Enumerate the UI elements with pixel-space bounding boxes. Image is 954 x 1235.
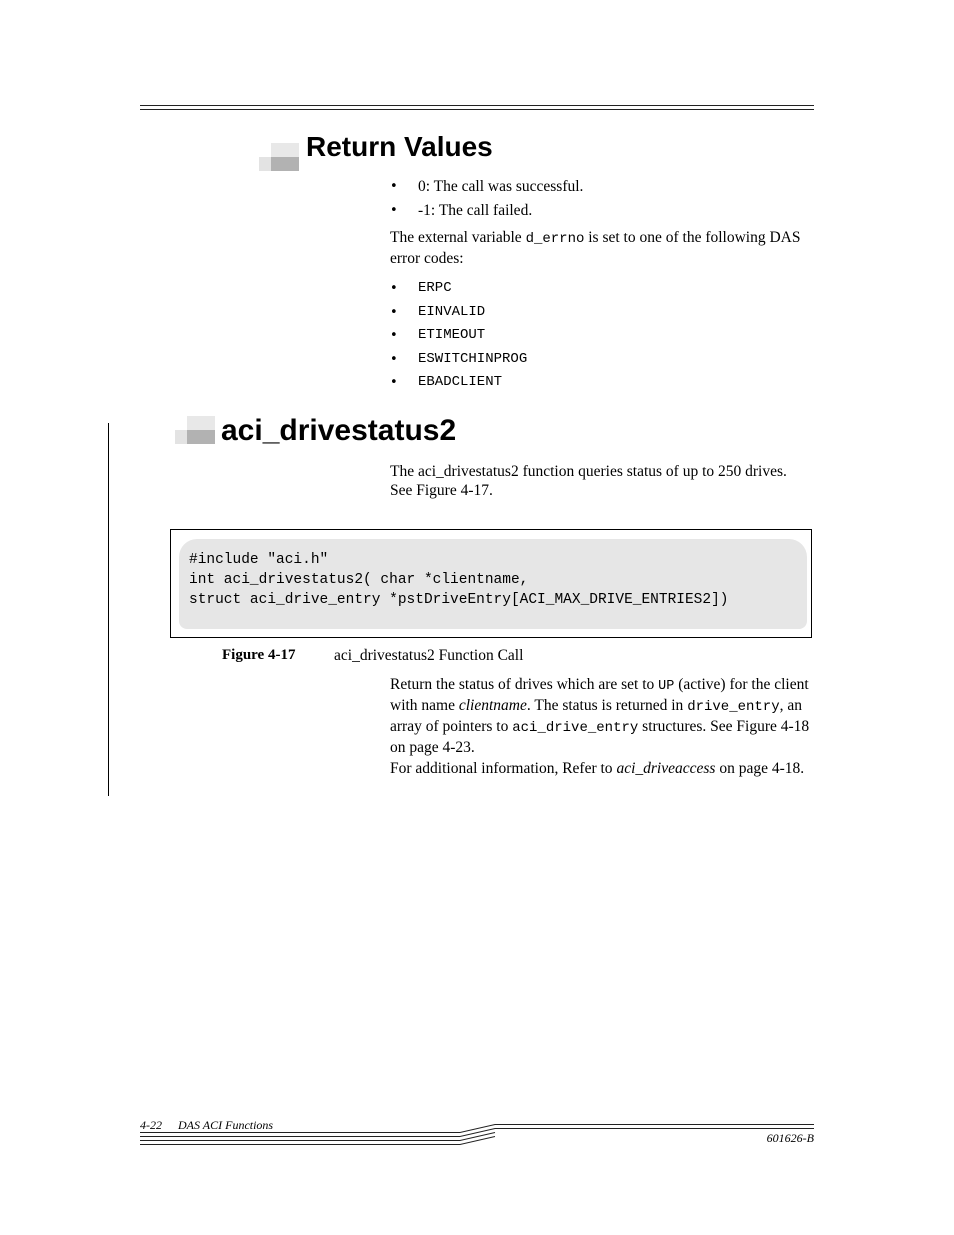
errno-variable: d_errno — [525, 231, 585, 247]
footer-page-info — [140, 1118, 273, 1133]
code-line: int aci_drivestatus2( char *clientname, — [189, 572, 529, 588]
heading-marker-icon — [259, 143, 299, 171]
section-heading-function: aci_drivestatus2 — [221, 414, 457, 447]
list-item: • ERPC — [390, 279, 527, 303]
code-line: #include "aci.h" — [189, 552, 329, 568]
figure-label: Figure 4-17 — [222, 647, 296, 663]
page-number: 4-22 — [140, 1118, 162, 1132]
function-description: Return the status of drives which are set to UP (active) for the client with name clientname. The status is returned in drive_entry, an array of pointers to aci_drive_entry structures. See Figure 4-18 on page 4-23. — [390, 676, 810, 756]
list-item: • EBADCLIENT — [390, 373, 527, 397]
heading-marker-icon — [175, 416, 215, 444]
code-figure — [170, 529, 812, 638]
header-rule — [140, 109, 814, 110]
inline-italic: clientname — [458, 697, 527, 714]
header-rule — [140, 105, 814, 106]
function-intro: The aci_drivestatus2 function queries status of up to 250 drives. See Figure 4-17. — [390, 463, 787, 499]
inline-code: drive_entry — [687, 699, 780, 715]
footer-section: DAS ACI Functions — [178, 1118, 274, 1132]
return-value-list — [390, 177, 583, 224]
additional-info: For additional information, Refer to aci_driveaccess on page 4-18. — [390, 760, 805, 777]
list-item: • ESWITCHINPROG — [390, 350, 527, 374]
inline-code: UP — [658, 679, 675, 694]
error-code-list — [390, 279, 527, 397]
inline-code: aci_drive_entry — [512, 720, 639, 736]
list-item: • -1: The call failed. — [390, 201, 583, 225]
code-line: struct aci_drive_entry *pstDriveEntry[ACI_MAX_DRIVE_ENTRIES2]) — [189, 592, 729, 608]
errno-paragraph: The external variable d_errno is set to one of the following DAS error codes: — [390, 229, 801, 267]
list-item: • ETIMEOUT — [390, 326, 527, 350]
cross-reference-link[interactable]: aci_driveaccess — [616, 760, 716, 777]
list-item: • 0: The call was successful. — [390, 177, 583, 201]
section-heading-return-values: Return Values — [306, 131, 493, 162]
change-bar — [108, 423, 109, 796]
list-item: • EINVALID — [390, 303, 527, 327]
figure-caption: aci_drivestatus2 Function Call — [334, 647, 524, 664]
code-block — [189, 550, 729, 610]
footer-doc-number: 601626-B — [766, 1131, 814, 1145]
